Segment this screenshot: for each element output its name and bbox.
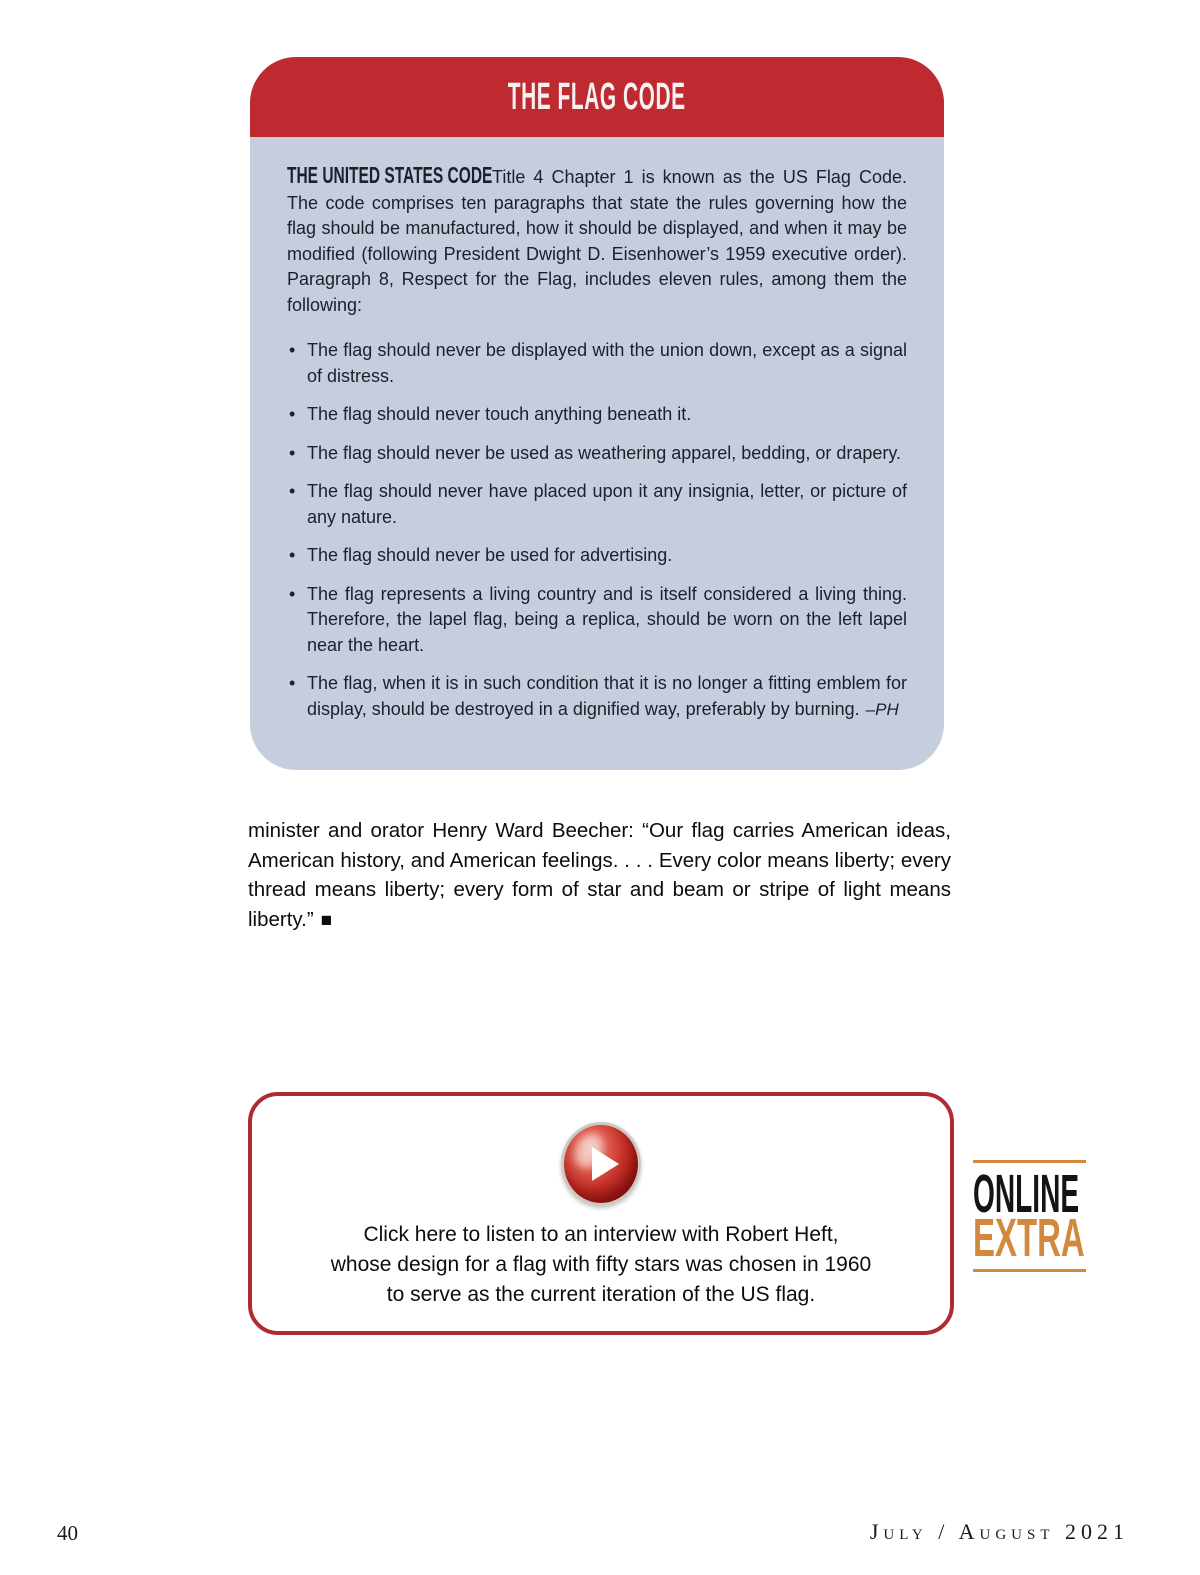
flag-rules-list [287, 338, 907, 722]
online-extra-line1: ONLINE [973, 1164, 1080, 1224]
flag-rule-item: • The flag should never touch anything beneath it. [287, 402, 907, 428]
flag-rule-item: • The flag should never be used as weathering apparel, bedding, or drapery. [287, 441, 907, 467]
flag-rule-item: • The flag represents a living country and is itself considered a living thing. Therefore, the lapel flag, being a replica, should be worn on the left lapel near the heart. [287, 582, 907, 659]
badge-rule-top [973, 1160, 1086, 1163]
badge-rule-bottom [973, 1269, 1086, 1272]
flag-rule-item: • The flag should never be displayed with the union down, except as a signal of distress. [287, 338, 907, 389]
flag-rule-item [287, 671, 907, 722]
flag-code-box [250, 57, 944, 770]
flag-rule-item: • The flag should never have placed upon it any insignia, letter, or picture of any nature. [287, 479, 907, 530]
listen-line: whose design for a flag with fifty stars was chosen in 1960 [330, 1253, 872, 1276]
flag-rule-text: The flag, when it is in such condition that it is no longer a fitting emblem for display, should be destroyed in a dignified way, preferably by burning. [307, 673, 907, 719]
end-of-article-mark: ■ [320, 909, 333, 931]
play-icon [592, 1147, 619, 1181]
page-number: 40 [57, 1521, 78, 1545]
listen-line: Click here to listen to an interview with Robert Heft, [363, 1223, 839, 1246]
article-text: minister and orator Henry Ward Beecher: “Our flag carries American ideas, American history, and American feelings. . . . Every color means liberty; every thread means liberty; every form of star and beam or stripe of light means liberty.” [248, 819, 951, 931]
listen-callout-text [252, 1220, 950, 1310]
article-paragraph [248, 816, 951, 935]
flag-code-header [250, 57, 944, 137]
flag-code-title: THE FLAG CODE [508, 75, 686, 118]
author-initials: –PH [865, 699, 899, 719]
flag-code-intro [287, 163, 907, 318]
flag-rule-item: • The flag should never be used for advertising. [287, 543, 907, 569]
issue-date: July / August 2021 [869, 1519, 1129, 1544]
flag-code-lead-in: THE UNITED STATES CODE [287, 162, 493, 188]
listen-callout-box[interactable] [248, 1092, 954, 1335]
flag-code-intro-text: Title 4 Chapter 1 is known as the US Flag Code. The code comprises ten paragraphs that state the rules governing how the flag should be manufactured, how it should be displayed, and when it may be modified (following President Dwight D. Eisenhower’s 1959 executive order). Paragraph 8, Respect for the Flag, includes eleven rules, among them the following: [287, 167, 907, 315]
listen-line: to serve as the current iteration of the US flag. [386, 1283, 816, 1306]
online-extra-line2: EXTRA [973, 1208, 1085, 1268]
online-extra-badge [973, 1160, 1086, 1272]
flag-code-body [250, 137, 944, 722]
play-button[interactable] [561, 1122, 641, 1206]
